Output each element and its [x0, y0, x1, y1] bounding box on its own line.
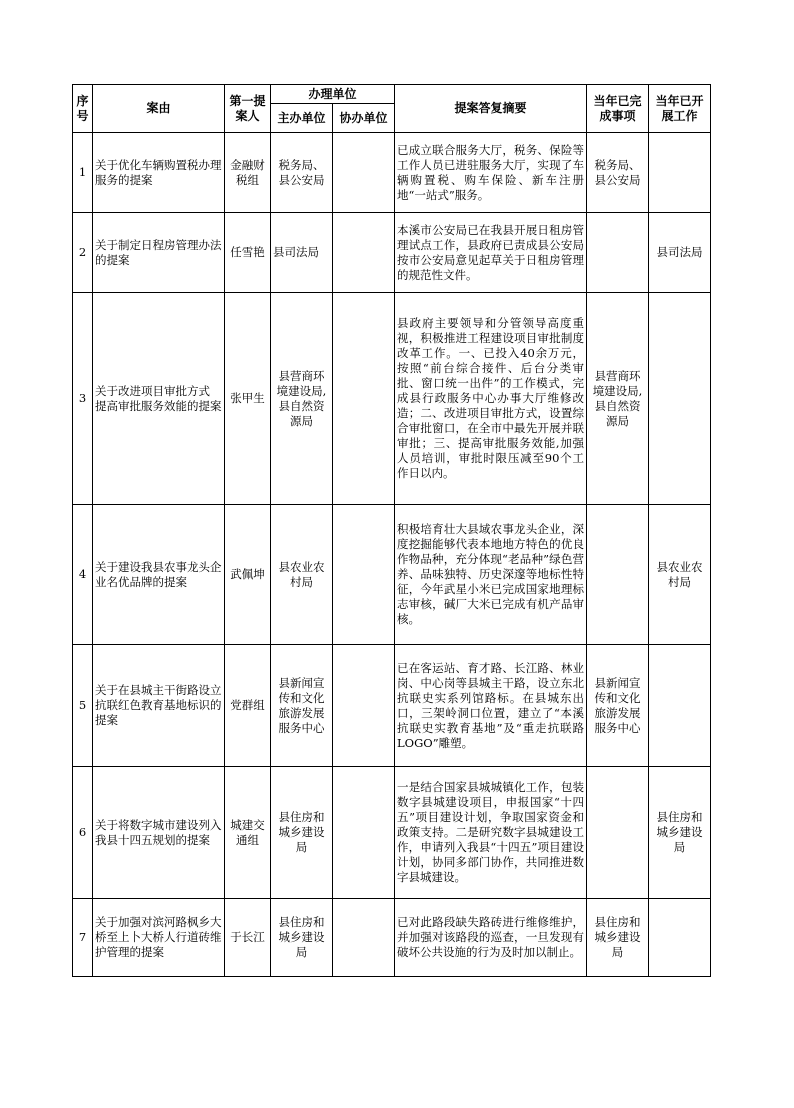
ongoing-cell	[649, 293, 711, 505]
summary-cell: 本溪市公安局已在我县开展日租房管理试点工作，县政府已责成县公安局按市公安局意见起草关于日租房管理的规范性文件。	[395, 213, 587, 293]
reason-cell: 关于制定日程房管理办法的提案	[93, 213, 225, 293]
assist-unit-cell	[333, 899, 395, 977]
reason-cell: 关于改进项目审批方式 提高审批服务效能的提案	[93, 293, 225, 505]
summary-cell: 一是结合国家县城城镇化工作，包装数字县城建设项目，申报国家“十四五”项目建设计划，争取国家资金和政策支持。二是研究数字县城建设工作，申请列入我县“十四五”项目建设计划，协同多部门协作，共同推进数字县城建设。	[395, 767, 587, 899]
row-number: 5	[73, 645, 93, 767]
ongoing-cell: 县司法局	[649, 213, 711, 293]
proposer-cell: 于长江	[225, 899, 271, 977]
header-host-unit: 主办单位	[271, 104, 333, 133]
row-number: 6	[73, 767, 93, 899]
completed-cell: 县营商环境建设局,县自然资源局	[587, 293, 649, 505]
header-proposer: 第一提案人	[225, 85, 271, 133]
reason-cell: 关于将数字城市建设列入我县十四五规划的提案	[93, 767, 225, 899]
assist-unit-cell	[333, 213, 395, 293]
header-assist-unit: 协办单位	[333, 104, 395, 133]
proposer-cell: 党群组	[225, 645, 271, 767]
row-number: 7	[73, 899, 93, 977]
host-unit-cell: 县住房和城乡建设局	[271, 767, 333, 899]
reason-cell: 关于建设我县农事龙头企业名优品牌的提案	[93, 505, 225, 645]
ongoing-cell	[649, 133, 711, 213]
reason-cell: 关于加强对滨河路枫乡大桥至上卜大桥人行道砖维护管理的提案	[93, 899, 225, 977]
table-row	[73, 213, 711, 293]
completed-cell: 县住房和城乡建设局	[587, 899, 649, 977]
completed-cell	[587, 213, 649, 293]
proposer-cell: 武佩坤	[225, 505, 271, 645]
table-row	[73, 767, 711, 899]
proposer-cell: 任雪艳	[225, 213, 271, 293]
host-unit-cell: 县农业农村局	[271, 505, 333, 645]
proposer-cell: 金融财税组	[225, 133, 271, 213]
summary-cell: 已成立联合服务大厅，税务、保险等工作人员已进驻服务大厅，实现了车辆购置税、购车保险、新车注册地“一站式”服务。	[395, 133, 587, 213]
header-completed: 当年已完成事项	[587, 85, 649, 133]
host-unit-cell: 县司法局	[271, 213, 333, 293]
table-row	[73, 293, 711, 505]
row-number: 3	[73, 293, 93, 505]
table-row	[73, 133, 711, 213]
assist-unit-cell	[333, 505, 395, 645]
header-ongoing: 当年已开展工作	[649, 85, 711, 133]
proposer-cell: 张甲生	[225, 293, 271, 505]
header-office-group: 办理单位	[271, 85, 395, 104]
row-number: 2	[73, 213, 93, 293]
assist-unit-cell	[333, 767, 395, 899]
summary-cell: 积极培育壮大县域农事龙头企业，深度挖掘能够代表本地地方特色的优良作物品种，充分体现“老品种”绿色营养、品味独特、历史深邃等地标性特征，今年武星小米已完成国家地理标志审核，碱厂大米已完成有机产品审核。	[395, 505, 587, 645]
ongoing-cell: 县住房和城乡建设局	[649, 767, 711, 899]
row-number: 4	[73, 505, 93, 645]
completed-cell: 县新闻宣传和文化旅游发展服务中心	[587, 645, 649, 767]
host-unit-cell: 县营商环境建设局,县自然资源局	[271, 293, 333, 505]
completed-cell	[587, 505, 649, 645]
assist-unit-cell	[333, 133, 395, 213]
ongoing-cell: 县农业农村局	[649, 505, 711, 645]
table-row	[73, 899, 711, 977]
row-number: 1	[73, 133, 93, 213]
reason-cell: 关于优化车辆购置税办理服务的提案	[93, 133, 225, 213]
header-reason: 案由	[93, 85, 225, 133]
summary-cell: 已在客运站、育才路、长江路、林业岗、中心岗等县城主干路，设立东北抗联史实系列馆路标。在县城东出口，三架岭洞口位置，建立了“本溪抗联史实教育基地”及“重走抗联路LOGO”雕塑。	[395, 645, 587, 767]
host-unit-cell: 税务局、县公安局	[271, 133, 333, 213]
host-unit-cell: 县新闻宣传和文化旅游发展服务中心	[271, 645, 333, 767]
host-unit-cell: 县住房和城乡建设局	[271, 899, 333, 977]
summary-cell: 县政府主要领导和分管领导高度重视，积极推进工程建设项目审批制度改革工作。一、已投入40余万元，按照“前台综合接件、后台分类审批、窗口统一出件”的工作模式，完成县行政服务中心办事大厅维修改造；二、改进项目审批方式，设置综合审批窗口，在全市中最先开展并联审批；三、提高审批服务效能,加强人员培训，审批时限压减至90个工作日以内。	[395, 293, 587, 505]
proposal-table	[72, 84, 711, 977]
ongoing-cell	[649, 899, 711, 977]
reason-cell: 关于在县城主干街路设立抗联红色教育基地标识的提案	[93, 645, 225, 767]
proposer-cell: 城建交通组	[225, 767, 271, 899]
header-seq: 序号	[73, 85, 93, 133]
ongoing-cell	[649, 645, 711, 767]
assist-unit-cell	[333, 645, 395, 767]
header-summary: 提案答复摘要	[395, 85, 587, 133]
table-row	[73, 645, 711, 767]
summary-cell: 已对此路段缺失路砖进行维修维护，并加强对该路段的巡查，一旦发现有破坏公共设施的行为及时加以制止。	[395, 899, 587, 977]
table-row	[73, 505, 711, 645]
completed-cell	[587, 767, 649, 899]
assist-unit-cell	[333, 293, 395, 505]
completed-cell: 税务局、县公安局	[587, 133, 649, 213]
